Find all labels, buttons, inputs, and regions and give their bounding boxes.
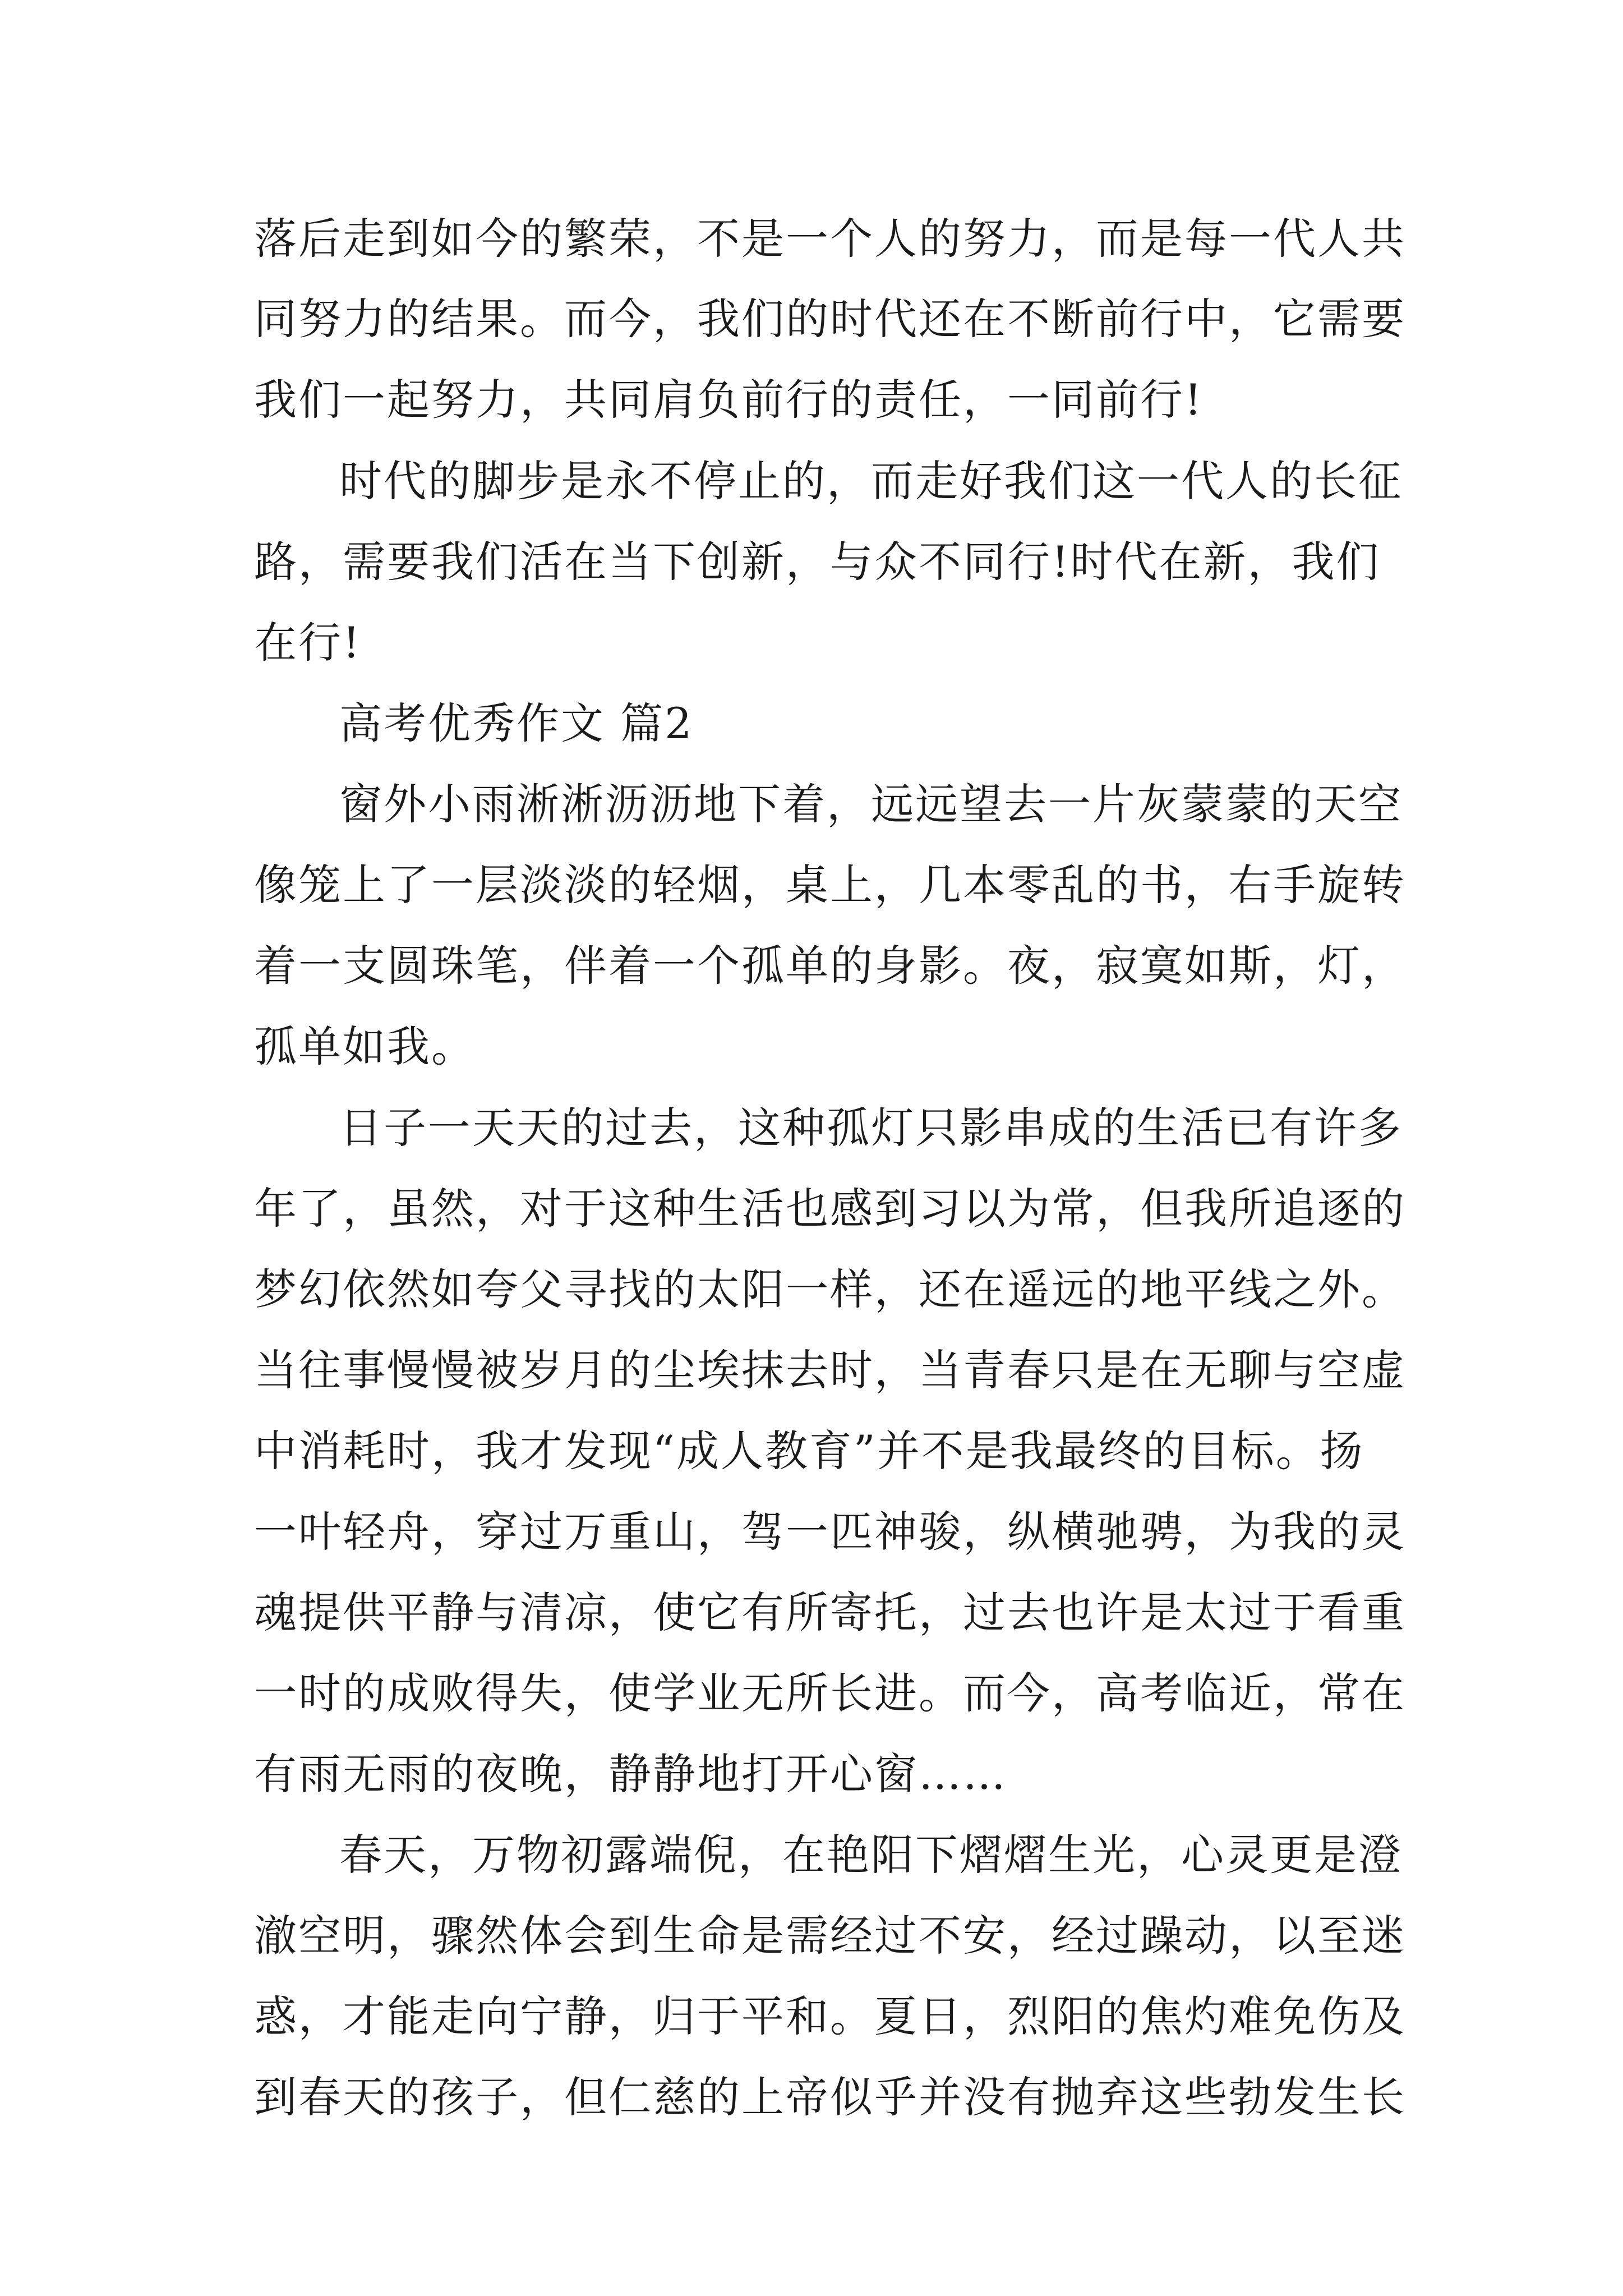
- text-line: 春天，万物初露端倪，在艳阳下熠熠生光，心灵更是澄: [339, 1830, 1403, 1880]
- text-line: 中消耗时，我才发现“成人教育”并不是我最终的目标。扬: [254, 1426, 1364, 1476]
- text-line: 在行!: [254, 618, 362, 668]
- text-line: 同努力的结果。而今，我们的时代还在不断前行中，它需要: [254, 294, 1406, 344]
- text-line: 时代的脚步是永不停止的，而走好我们这一代人的长征: [339, 456, 1403, 506]
- section-heading: 高考优秀作文 篇2: [339, 698, 694, 748]
- text-line: 窗外小雨淅淅沥沥地下着，远远望去一片灰蒙蒙的天空: [339, 779, 1403, 829]
- text-line: 一时的成败得失，使学业无所长进。而今，高考临近，常在: [254, 1668, 1406, 1718]
- text-line: 年了，虽然，对于这种生活也感到习以为常，但我所追逐的: [254, 1184, 1406, 1234]
- text-line: 我们一起努力，共同肩负前行的责任，一同前行!: [254, 375, 1204, 425]
- text-line: 像笼上了一层淡淡的轻烟，桌上，几本零乱的书，右手旋转: [254, 860, 1406, 910]
- text-line: 有雨无雨的夜晚，静静地打开心窗……: [254, 1749, 1007, 1799]
- text-line: 梦幻依然如夸父寻找的太阳一样，还在遥远的地平线之外。: [254, 1264, 1406, 1314]
- text-line: 路，需要我们活在当下创新，与众不同行!时代在新，我们: [254, 537, 1381, 587]
- text-line: 落后走到如今的繁荣，不是一个人的努力，而是每一代人共: [254, 214, 1406, 264]
- text-line: 日子一天天的过去，这种孤灯只影串成的生活已有许多: [339, 1103, 1403, 1153]
- text-line: 孤单如我。: [254, 1022, 476, 1071]
- text-line: 到春天的孩子，但仁慈的上帝似乎并没有抛弃这些勃发生长: [254, 2072, 1406, 2122]
- text-line: 当往事慢慢被岁月的尘埃抹去时，当青春只是在无聊与空虚: [254, 1345, 1406, 1395]
- text-line: 一叶轻舟，穿过万重山，驾一匹神骏，纵横驰骋，为我的灵: [254, 1507, 1406, 1557]
- text-line: 着一支圆珠笔，伴着一个孤单的身影。夜，寂寞如斯，灯，: [254, 941, 1406, 991]
- text-line: 惑，才能走向宁静，归于平和。夏日，烈阳的焦灼难免伤及: [254, 1991, 1406, 2041]
- text-line: 澈空明，骤然体会到生命是需经过不安，经过躁动，以至迷: [254, 1911, 1406, 1961]
- text-line: 魂提供平静与清凉，使它有所寄托，过去也许是太过于看重: [254, 1588, 1406, 1637]
